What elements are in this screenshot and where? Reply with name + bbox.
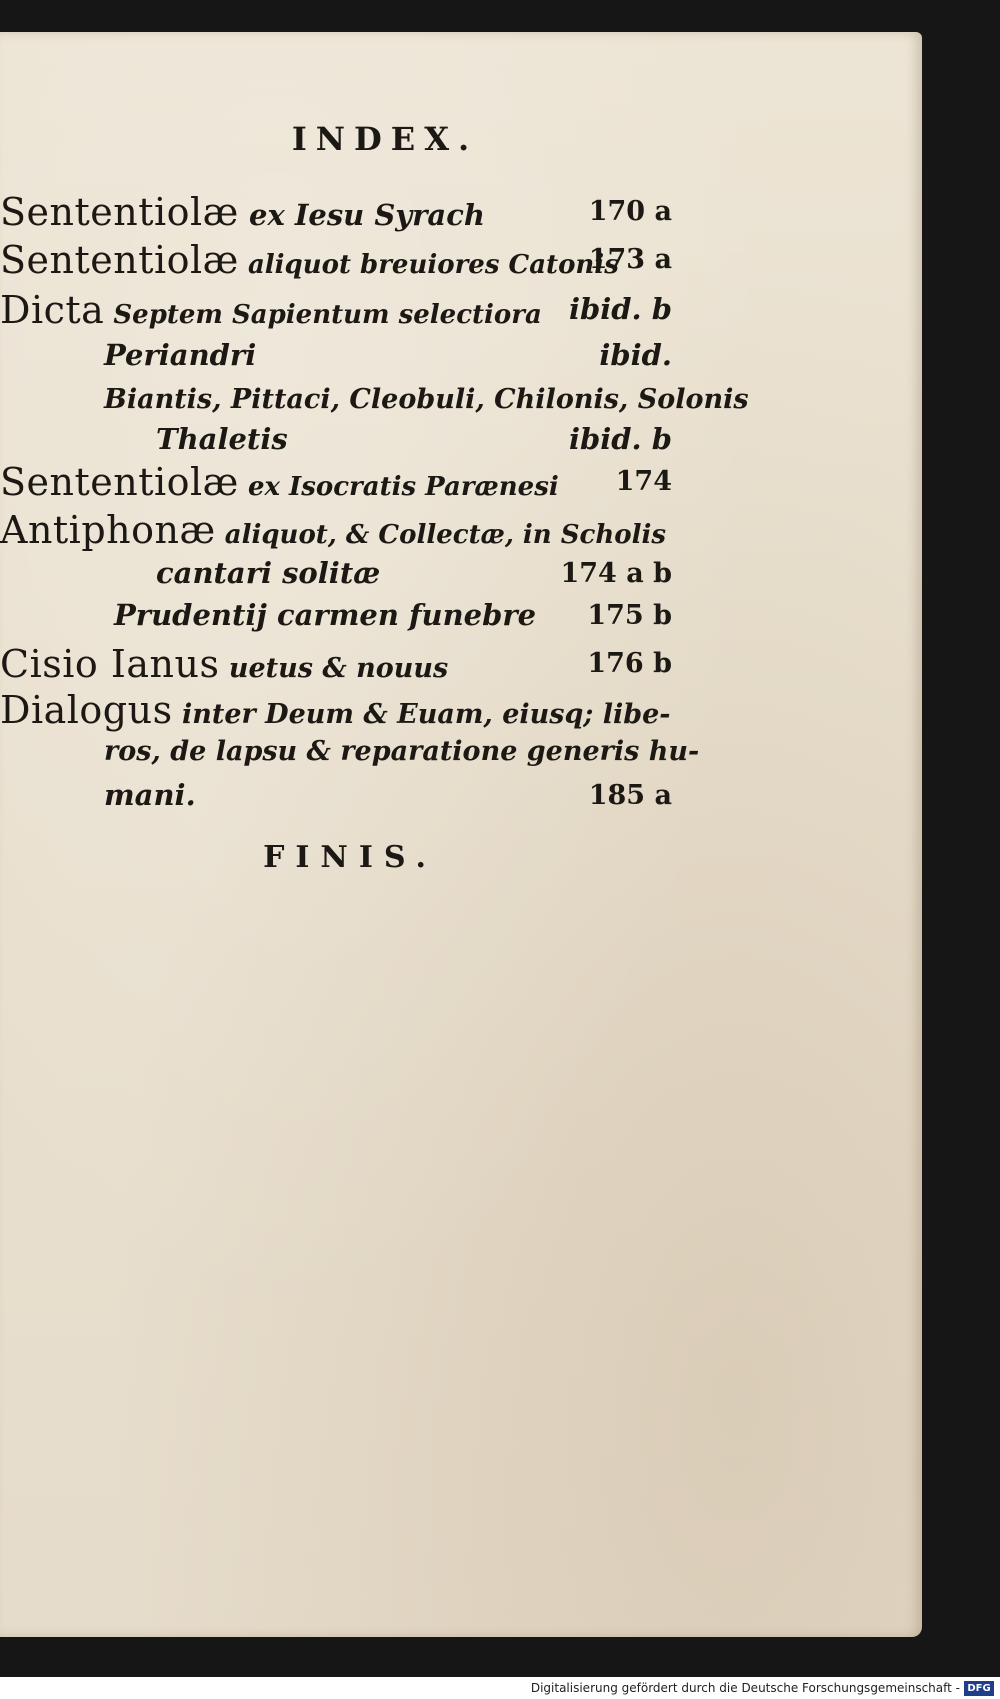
footer-bar bbox=[0, 1677, 1000, 1699]
index-entry bbox=[0, 688, 672, 736]
entry-text: inter Deum & Euam, eiusq; libe- bbox=[172, 699, 671, 730]
entry-lead: Dicta bbox=[0, 288, 105, 332]
index-entry bbox=[104, 384, 749, 426]
index-entry bbox=[104, 338, 672, 380]
entry-text: uetus & nouus bbox=[219, 653, 449, 684]
entry-text: aliquot breuiores Catonis bbox=[238, 250, 619, 280]
funding-credit: Digitalisierung gefördert durch die Deutsche Forschungsgemeinschaft - bbox=[530, 1681, 960, 1695]
index-entry bbox=[114, 598, 672, 640]
finis-mark: FINIS. bbox=[263, 840, 437, 875]
entry-page-ref: ibid. bbox=[599, 338, 672, 372]
entry-text: Septem Sapientum selectiora bbox=[104, 300, 542, 330]
entry-page-ref: 170 a bbox=[588, 196, 672, 227]
entry-page-ref: 175 b bbox=[587, 600, 672, 631]
index-entry bbox=[0, 508, 672, 556]
entry-page-ref: 173 a bbox=[588, 244, 672, 275]
entry-text: Biantis, Pittaci, Cleobuli, Chilonis, Solonis bbox=[104, 384, 749, 415]
entry-text: cantari solitæ bbox=[156, 556, 381, 590]
index-entry bbox=[0, 460, 672, 508]
dfg-logo: DFG bbox=[964, 1681, 994, 1696]
entry-text: Thaletis bbox=[156, 422, 288, 456]
entry-text: Prudentij carmen funebre bbox=[114, 598, 537, 632]
entry-lead: Sententiolæ bbox=[0, 460, 239, 504]
entry-text: Periandri bbox=[104, 338, 257, 372]
index-entry bbox=[104, 778, 672, 820]
entry-text: ros, de lapsu & reparatione generis hu- bbox=[104, 736, 700, 767]
entry-page-ref: 185 a bbox=[588, 780, 672, 811]
entry-text: ex Iesu Syrach bbox=[238, 198, 485, 232]
index-entry bbox=[0, 238, 672, 286]
entry-page-ref: ibid. b bbox=[568, 422, 672, 456]
index-entry bbox=[156, 422, 672, 464]
entry-page-ref: 174 a b bbox=[560, 558, 672, 589]
entry-lead: Sententiolæ bbox=[0, 190, 239, 234]
entry-page-ref: 174 bbox=[615, 466, 672, 497]
book-page bbox=[0, 32, 922, 1637]
entry-text: mani. bbox=[104, 778, 196, 812]
entry-lead: Antiphonæ bbox=[0, 508, 216, 552]
page-title: INDEX. bbox=[291, 120, 479, 158]
index-entry bbox=[0, 642, 672, 690]
index-entry bbox=[104, 736, 700, 778]
index-entry bbox=[0, 190, 672, 238]
entry-lead: Dialogus bbox=[0, 688, 173, 732]
entry-lead: Cisio Ianus bbox=[0, 642, 220, 686]
entry-text: ex Isocratis Parænesi bbox=[238, 472, 559, 502]
index-entry bbox=[0, 288, 672, 336]
index-entry bbox=[156, 556, 672, 598]
entry-page-ref: ibid. b bbox=[568, 292, 672, 326]
entry-text: aliquot, & Collectæ, in Scholis bbox=[215, 520, 667, 550]
entry-lead: Sententiolæ bbox=[0, 238, 239, 282]
entry-page-ref: 176 b bbox=[587, 648, 672, 679]
